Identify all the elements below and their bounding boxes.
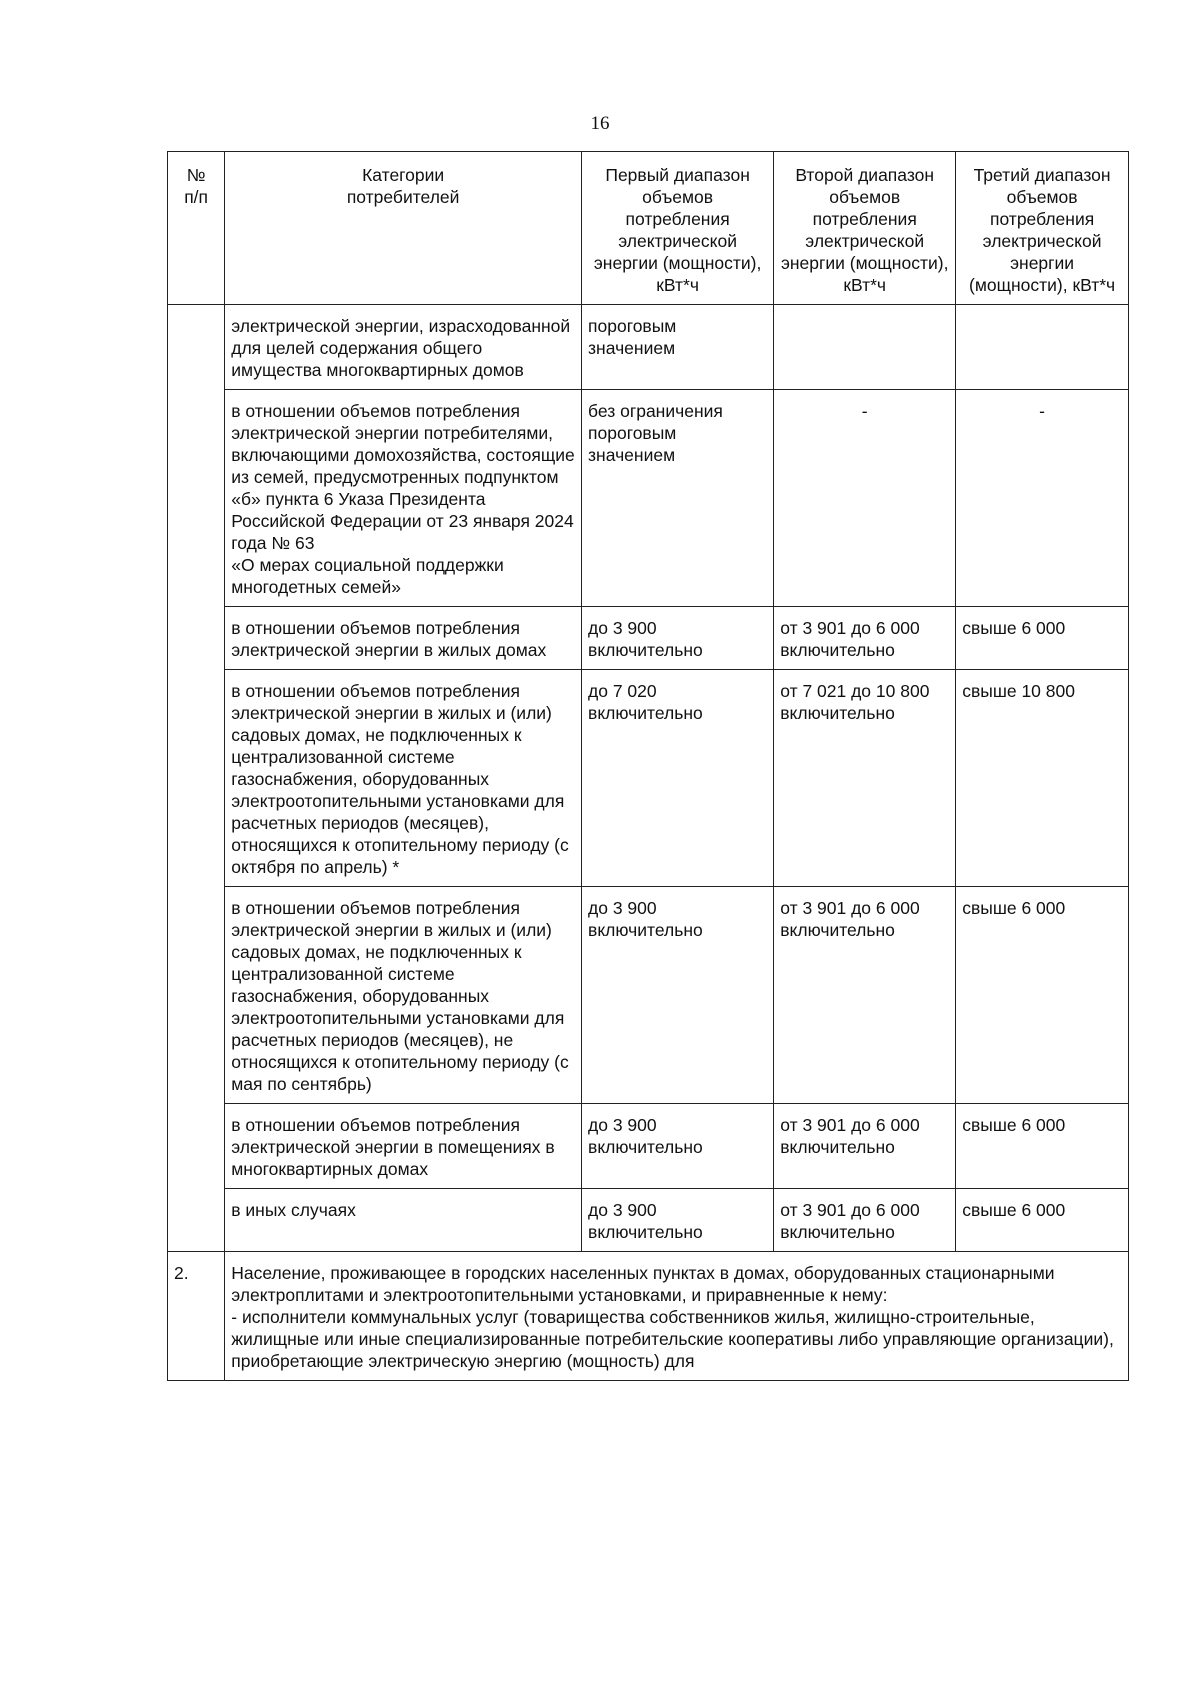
range-1-cell: до 3 900 включительно	[582, 1189, 774, 1252]
range-3-cell	[956, 305, 1129, 390]
range-2-cell: -	[774, 390, 956, 607]
range-2-cell: от 7 021 до 10 800 включительно	[774, 670, 956, 887]
category-cell: электрической энергии, израсходованной для целей содержания общего имущества многоквартирных домов	[225, 305, 582, 390]
range-1-cell: до 3 900 включительно	[582, 887, 774, 1104]
range-2-cell	[774, 305, 956, 390]
range-1-cell: до 7 020 включительно	[582, 670, 774, 887]
table-row	[168, 670, 1129, 887]
header-number: № п/п	[168, 152, 225, 305]
tariff-table	[167, 151, 1129, 1381]
range-3-cell: свыше 6 000	[956, 607, 1129, 670]
range-1-cell: до 3 900 включительно	[582, 607, 774, 670]
range-3-cell: свыше 6 000	[956, 1189, 1129, 1252]
range-3-cell: свыше 6 000	[956, 1104, 1129, 1189]
category-cell: в отношении объемов потребления электрической энергии в помещениях в многоквартирных домах	[225, 1104, 582, 1189]
table-row	[168, 1104, 1129, 1189]
page-number: 16	[590, 113, 610, 134]
range-3-cell: свыше 6 000	[956, 887, 1129, 1104]
range-2-cell: от 3 901 до 6 000 включительно	[774, 607, 956, 670]
table-row	[168, 1189, 1129, 1252]
header-range-1: Первый диапазон объемов потребления электрической энергии (мощности), кВт*ч	[582, 152, 774, 305]
range-3-cell: -	[956, 390, 1129, 607]
table-header-row	[168, 152, 1129, 305]
section-2-text: Население, проживающее в городских населенных пунктах в домах, оборудованных стационарными электроплитами и электроотопительными установками, и приравненные к нему: - исполнители коммунальных услуг (товарищества собственников жилья, жилищно-строительные, жилищные или иные специализированные потребительские кооперативы либо управляющие организации), приобретающие электрическую энергию (мощность) для	[225, 1252, 1129, 1381]
category-cell: в отношении объемов потребления электрической энергии в жилых и (или) садовых домах, не подключенных к централизованной системе газоснабжения, оборудованных электроотопительными установками для расчетных периодов (месяцев), относящихся к отопительному периоду (с октября по апрель) *	[225, 670, 582, 887]
range-2-cell: от 3 901 до 6 000 включительно	[774, 887, 956, 1104]
category-cell: в иных случаях	[225, 1189, 582, 1252]
category-cell: в отношении объемов потребления электрической энергии в жилых и (или) садовых домах, не подключенных к централизованной системе газоснабжения, оборудованных электроотопительными установками для расчетных периодов (месяцев), не относящихся к отопительному периоду (с мая по сентябрь)	[225, 887, 582, 1104]
header-range-3: Третий диапазон объемов потребления электрической энергии (мощности), кВт*ч	[956, 152, 1129, 305]
header-range-2: Второй диапазон объемов потребления электрической энергии (мощности), кВт*ч	[774, 152, 956, 305]
table-row	[168, 390, 1129, 607]
header-category: Категории потребителей	[225, 152, 582, 305]
table-row	[168, 305, 1129, 390]
row-number-cell	[168, 305, 225, 1252]
category-cell: в отношении объемов потребления электрической энергии потребителями, включающими домохозяйства, состоящие из семей, предусмотренных подпунктом «б» пункта 6 Указа Президента Российской Федерации от 23 января 2024 года № 63 «О мерах социальной поддержки многодетных семей»	[225, 390, 582, 607]
range-3-cell: свыше 10 800	[956, 670, 1129, 887]
section-2-row	[168, 1252, 1129, 1381]
range-1-cell: до 3 900 включительно	[582, 1104, 774, 1189]
table-row	[168, 607, 1129, 670]
range-1-cell: без ограничения пороговым значением	[582, 390, 774, 607]
section-2-number: 2.	[168, 1252, 225, 1381]
table-row	[168, 887, 1129, 1104]
category-cell: в отношении объемов потребления электрической энергии в жилых домах	[225, 607, 582, 670]
range-2-cell: от 3 901 до 6 000 включительно	[774, 1189, 956, 1252]
range-1-cell: пороговым значением	[582, 305, 774, 390]
range-2-cell: от 3 901 до 6 000 включительно	[774, 1104, 956, 1189]
